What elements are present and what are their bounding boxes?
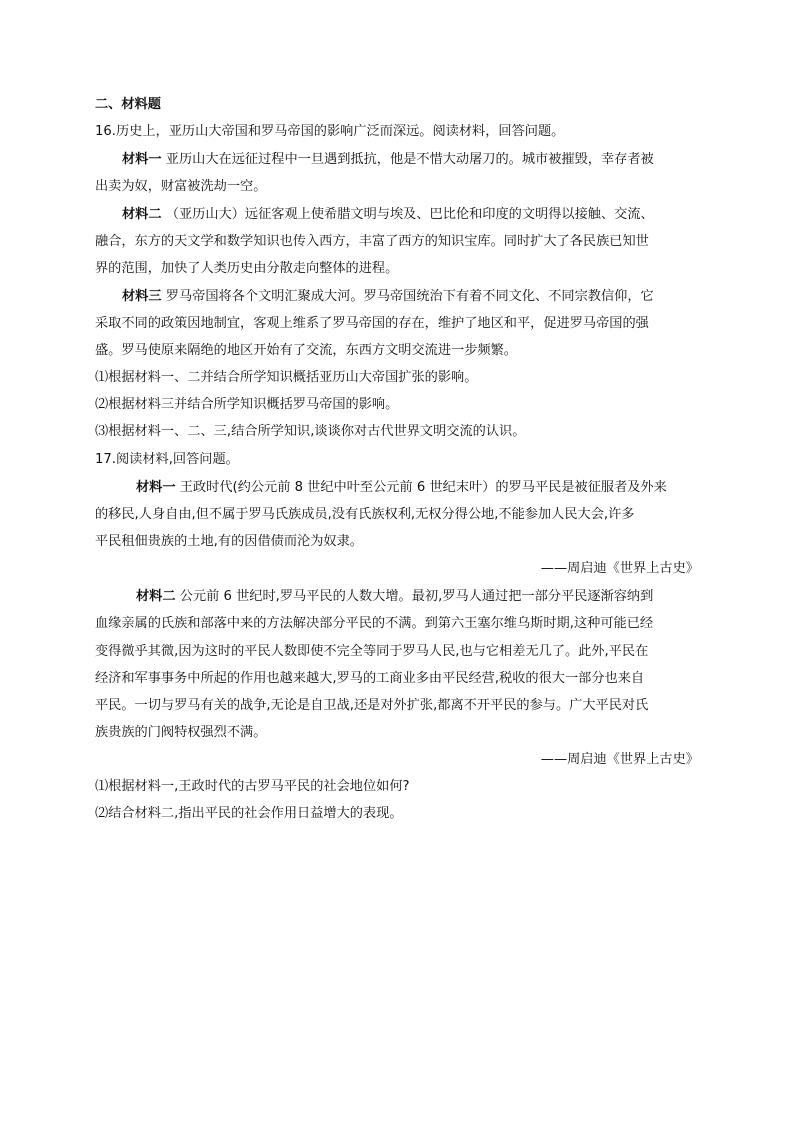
q16-material-1-line-1 — [122, 151, 654, 169]
q16-question-3: ⑶根据材料一、二、三,结合所学知识,谈谈你对古代世界文明交流的认识。 — [95, 424, 526, 439]
q17-material-1-line-2: 的移民,人身自由,但不属于罗马氏族成员,没有氏族权利,无权分得公地,不能参加人民大会,许多 — [95, 507, 635, 522]
q17-material-2-label: 材料二 — [136, 589, 176, 604]
q17-material-1-text: 王政时代(约公元前 8 世纪中叶至公元前 6 世纪末叶）的罗马平民是被征服者及外来 — [179, 480, 667, 495]
q17-stem: 17.阅读材料,回答问题。 — [95, 452, 239, 467]
q16-material-2-label: 材料二 — [122, 207, 162, 222]
q17-material-2-line-6: 族贵族的门阀特权强烈不满。 — [95, 725, 267, 740]
q17-question-1: ⑴根据材料一,王政时代的古罗马平民的社会地位如何? — [95, 779, 410, 794]
q16-material-3-line-3: 盛。罗马使原来隔绝的地区开始有了交流，东西方文明交流进一步频繁。 — [95, 343, 517, 358]
q16-question-1: ⑴根据材料一、二并结合所学知识概括亚历山大帝国扩张的影响。 — [95, 370, 478, 385]
q17-material-1-label: 材料一 — [136, 480, 176, 495]
q17-material-2-line-3: 变得微乎其微,因为这时的平民人数即使不完全等同于罗马人民,也与它相差无几了。此外,平民在 — [95, 644, 649, 659]
q17-material-2-source: ——周启迪《世界上古史》 — [540, 752, 699, 767]
q16-material-1-label: 材料一 — [122, 152, 162, 167]
q17-material-2-line-5: 平民。一切与罗马有关的战争,无论是自卫战,还是对外扩张,都离不开平民的参与。广大平民对氏 — [95, 698, 649, 713]
q16-material-2-line-1 — [122, 206, 654, 224]
q16-material-3-line-2: 采取不同的政策因地制宜，客观上维系了罗马帝国的存在，维护了地区和平，促进罗马帝国的强 — [95, 316, 649, 331]
q17-material-2-text: 公元前 6 世纪时,罗马平民的人数大增。最初,罗马人通过把一部分平民逐渐容纳到 — [179, 589, 654, 604]
q16-material-1-line-2: 出卖为奴，财富被洗劫一空。 — [95, 179, 267, 194]
q17-material-1-source: ——周启迪《世界上古史》 — [540, 561, 699, 576]
q16-material-2-line-2: 融合，东方的天文学和数学知识也传入西方，丰富了西方的知识宝库。同时扩大了各民族已知世 — [95, 234, 649, 249]
q16-material-1-text: 亚历山大在远征过程中一旦遇到抵抗，他是不惜大动屠刀的。城市被摧毁，幸存者被 — [165, 152, 654, 167]
q17-question-2: ⑵结合材料二,指出平民的社会作用日益增大的表现。 — [95, 806, 403, 821]
section-title: 二、材料题 — [95, 97, 161, 112]
q17-material-1-line-1 — [136, 479, 667, 497]
q16-material-3-label: 材料三 — [122, 289, 162, 304]
q17-material-2-line-1 — [136, 588, 653, 606]
q16-material-3-text: 罗马帝国将各个文明汇聚成大河。罗马帝国统治下有着不同文化、不同宗教信仰，它 — [165, 289, 654, 304]
q17-material-2-line-4: 经济和军事事务中所起的作用也越来越大,罗马的工商业多由平民经营,税收的很大一部分也来自 — [95, 671, 645, 686]
q16-question-2: ⑵根据材料三并结合所学知识概括罗马帝国的影响。 — [95, 397, 399, 412]
q16-material-3-line-1 — [122, 288, 654, 306]
q17-material-1-line-3: 平民租佃贵族的土地,有的因借债而沦为奴隶。 — [95, 534, 363, 549]
q17-material-2-line-2: 血缘亲属的氏族和部落中来的方法解决部分平民的不满。到第六王塞尔维乌斯时期,这种可能已经 — [95, 616, 654, 631]
q16-material-2-text: （亚历山大）远征客观上使希腊文明与埃及、巴比伦和印度的文明得以接触、交流、 — [165, 207, 654, 222]
q16-material-2-line-3: 界的范围，加快了人类历史由分散走向整体的进程。 — [95, 261, 399, 276]
q16-stem: 16.历史上，亚历山大帝国和罗马帝国的影响广泛而深远。阅读材料，回答问题。 — [95, 124, 565, 139]
